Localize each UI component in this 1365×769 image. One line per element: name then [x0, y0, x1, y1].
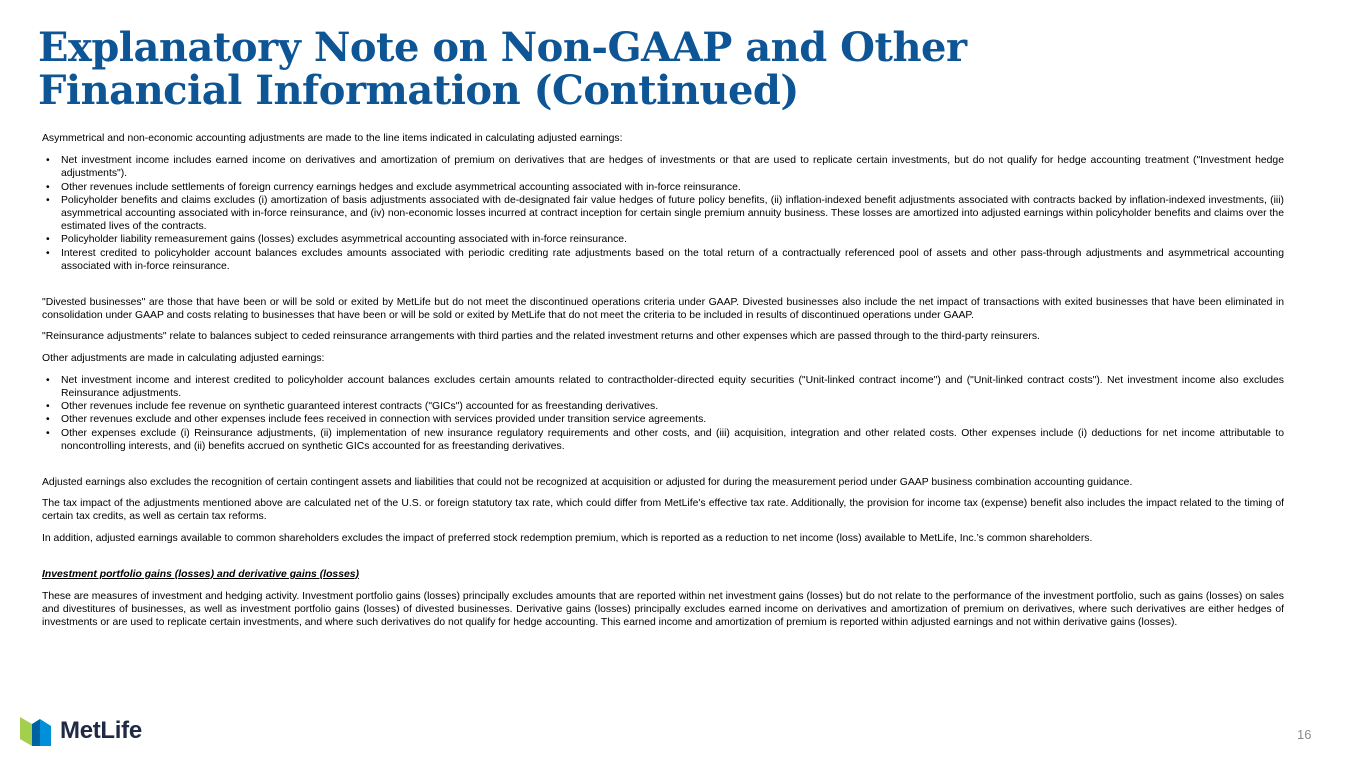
- contingent-paragraph: Adjusted earnings also excludes the recognition of certain contingent assets and liabilities that could not be recognized at acquisition or adjusted for during the measurement period under GAAP business combination accounting guidance.: [42, 477, 1133, 489]
- list-item: • Interest credited to policyholder account balances excludes amounts associated with periodic crediting rate adjustments based on the total return of a contractually referenced pool of assets and other pass-through adjustments and asymmetrical accounting associated with in-force reinsurance.: [42, 247, 1284, 273]
- metlife-logo-icon: [20, 717, 51, 746]
- intro-paragraph: Asymmetrical and non-economic accounting adjustments are made to the line items indicated in calculating adjusted earnings:: [42, 133, 623, 144]
- divested-businesses-paragraph: "Divested businesses" are those that have been or will be sold or exited by MetLife but do not meet the discontinued operations criteria under GAAP. Divested businesses also include the net impact of transactions with exited businesses that have been eliminated in consolidation under GAAP and costs relating to businesses that have been or will be sold or exited by MetLife that do not meet the criteria to be included in results of discontinued operations under GAAP.: [42, 297, 1284, 322]
- list-item: • Other revenues exclude and other expenses include fees received in connection with services provided under transition service agreements.: [42, 413, 1284, 426]
- list-item: • Other revenues include settlements of foreign currency earnings hedges and exclude asymmetrical accounting associated with in-force reinsurance.: [42, 181, 1284, 194]
- preferred-stock-paragraph: In addition, adjusted earnings available to common shareholders excludes the impact of preferred stock redemption premium, which is reported as a reduction to net income (loss) available to MetLife, Inc.’s common shareholders.: [42, 532, 1093, 544]
- section-heading: Investment portfolio gains (losses) and derivative gains (losses): [42, 568, 359, 580]
- list-item: • Net investment income and interest credited to policyholder account balances excludes certain amounts related to contractholder-directed equity securities ("Unit-linked contract income") and ("Unit-linked contract costs"). Net investment income also excludes Reinsurance adjustments.: [42, 374, 1284, 400]
- body-content: [42, 132, 1284, 630]
- list-item: • Other expenses exclude (i) Reinsurance adjustments, (ii) implementation of new insurance regulatory requirements and other costs, and (iii) acquisition, integration and other related costs. Other expenses include (i) deductions for net income attributable to noncontrolling interests, and (ii) benefits accrued on synthetic GICs accounted for as freestanding derivatives.: [42, 427, 1284, 453]
- other-adjustments-list: [42, 374, 1284, 453]
- list-item: • Policyholder benefits and claims excludes (i) amortization of basis adjustments associated with de-designated fair value hedges of future policy benefits, (ii) inflation-indexed benefit adjustments associated with contracts backed by inflation-indexed investments, (iii) asymmetrical accounting associated with in-force reinsurance, and (iv) non-economic losses incurred at contract inception for certain single premium annuity business. These losses are amortized into adjusted earnings within policyholder benefits and claims over the estimated lives of the contracts.: [42, 194, 1284, 234]
- reinsurance-paragraph: "Reinsurance adjustments" relate to balances subject to ceded reinsurance arrangements with third parties and the related investment returns and other expenses which are passed through to the third-party reinsurers.: [42, 331, 1040, 343]
- logo-text: MetLife: [60, 717, 142, 744]
- investment-paragraph: These are measures of investment and hedging activity. Investment portfolio gains (losses) principally excludes amounts that are reported within net investment gains (losses) but do not relate to the performance of the investment portfolio, such as gains (losses) on sales and divestitures of businesses, as well as investment portfolio gains (losses) of divested businesses. Derivative gains (losses) principally excludes earned income on derivatives and amortization of premium on derivatives, where such derivatives are either hedges of investments or are used to replicate certain investments, and where such derivatives do not qualify for hedge accounting. This earned income and amortization of premium is reported within adjusted earnings and not within derivative gains (losses).: [42, 591, 1284, 629]
- page-title: Explanatory Note on Non-GAAP and Other Financial Information (Continued): [38, 24, 967, 114]
- metlife-logo: [20, 716, 142, 746]
- other-adjustments-intro: Other adjustments are made in calculating adjusted earnings:: [42, 352, 325, 364]
- tax-paragraph: The tax impact of the adjustments mentioned above are calculated net of the U.S. or foreign statutory tax rate, which could differ from MetLife's effective tax rate. Additionally, the provision for income tax (expense) benefit also includes the impact related to the timing of certain tax credits, as well as certain tax reforms.: [42, 498, 1284, 523]
- list-item: • Policyholder liability remeasurement gains (losses) excludes asymmetrical accounting associated with in-force reinsurance.: [42, 233, 1284, 246]
- asymmetrical-adjustments-list: [42, 154, 1284, 273]
- list-item: • Other revenues include fee revenue on synthetic guaranteed interest contracts ("GICs") accounted for as freestanding derivatives.: [42, 400, 1284, 413]
- list-item: • Net investment income includes earned income on derivatives and amortization of premium on derivatives that are hedges of investments or that are used to replicate certain investments, but do not qualify for hedge accounting treatment ("Investment hedge adjustments").: [42, 154, 1284, 180]
- page-number: 16: [1297, 727, 1312, 742]
